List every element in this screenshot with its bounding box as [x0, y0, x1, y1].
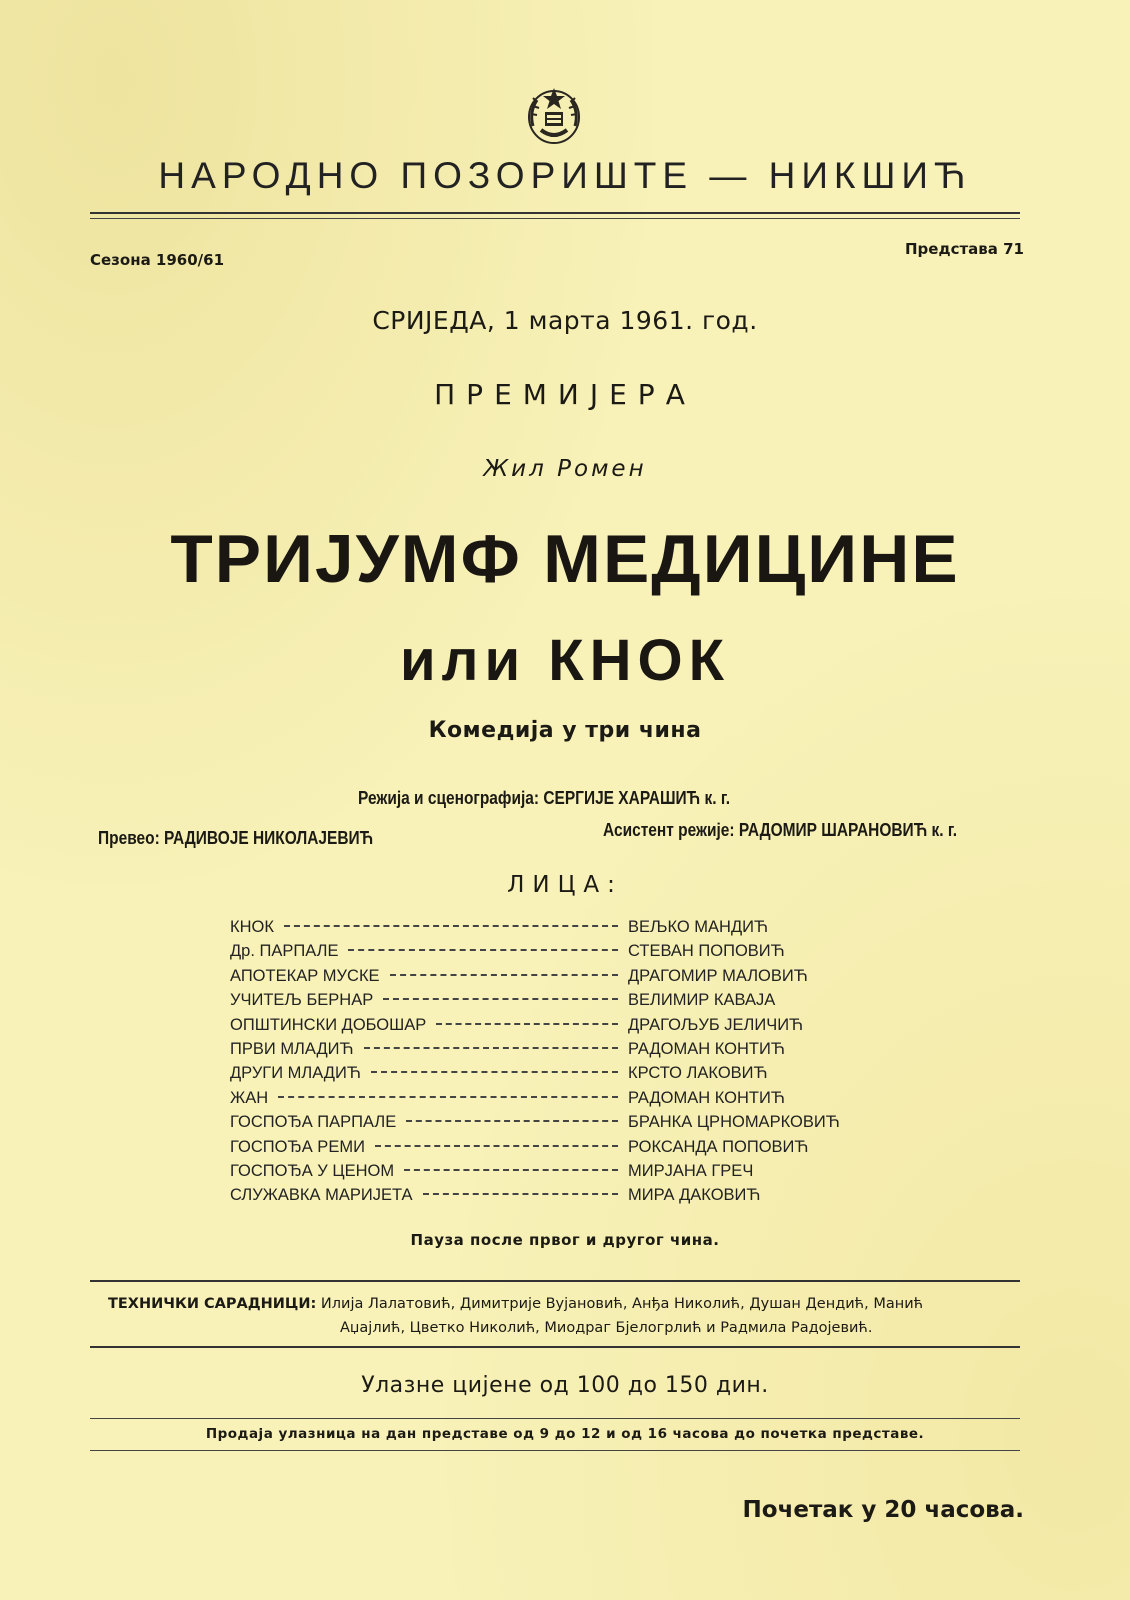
actor-name: БРАНКА ЦРНОМАРКОВИЋ [628, 1113, 840, 1132]
role-name: ГОСПОЂА РЕМИ [230, 1137, 365, 1156]
cast-list [230, 918, 890, 1211]
dash-leader [348, 949, 618, 951]
play-subtitle: или КНОК [399, 628, 731, 693]
dash-leader [383, 998, 618, 1000]
theatre-name: НАРОДНО ПОЗОРИШТЕ — НИКШИЋ [158, 155, 972, 196]
technical-staff-names-2: Аџајлић, Цветко Николић, Миодраг Бјелогрлић и Радмила Радојевић. [340, 1320, 873, 1336]
performance-date: СРИЈЕДА, 1 марта 1961. год. [372, 306, 758, 335]
technical-staff-names-1: Илија Лалатовић, Димитрије Вујановић, Анђа Николић, Душан Дендић, Манић [320, 1296, 924, 1312]
technical-staff [108, 1292, 1038, 1340]
performance-number: Представа 71 [905, 240, 1024, 258]
cast-row [230, 1186, 890, 1210]
ticket-sales-hours: Продаја улазница на дан представе од 9 до 12 и од 16 часова до почетка представе. [205, 1426, 925, 1442]
cast-row [230, 1064, 890, 1088]
header-divider-thin [90, 218, 1020, 219]
translator-credit: Превео: РАДИВОЈЕ НИКОЛАЈЕВИЋ [98, 828, 374, 848]
role-name: Др. ПАРПАЛЕ [230, 942, 339, 961]
cast-row [230, 1113, 890, 1137]
author-name: Жил Ромен [483, 456, 647, 482]
role-name: ГОСПОЂА У ЦЕНОМ [230, 1161, 395, 1180]
intermission-note: Пауза после првог и другог чина. [410, 1231, 720, 1249]
dash-leader [284, 925, 618, 927]
actor-name: СТЕВАН ПОПОВИЋ [628, 942, 785, 961]
role-name: ОПШТИНСКИ ДОБОШАР [230, 1015, 427, 1034]
actor-name: РАДОМАН КОНТИЋ [628, 1088, 785, 1107]
actor-name: РАДОМАН КОНТИЋ [628, 1039, 785, 1058]
cast-row [230, 967, 890, 991]
header-divider [90, 212, 1020, 214]
dash-leader [406, 1120, 618, 1122]
actor-name: РОКСАНДА ПОПОВИЋ [628, 1137, 809, 1156]
ticket-prices: Улазне цијене од 100 до 150 дин. [361, 1373, 769, 1398]
sales-divider-top [90, 1418, 1020, 1419]
actor-name: МИРЈАНА ГРЕЧ [628, 1161, 754, 1180]
actor-name: ДРАГОМИР МАЛОВИЋ [628, 966, 808, 985]
actor-name: КРСТО ЛАКОВИЋ [628, 1064, 768, 1083]
dash-leader [278, 1096, 618, 1098]
cast-row [230, 1162, 890, 1186]
cast-row [230, 918, 890, 942]
technical-staff-line1 [108, 1292, 1038, 1316]
season-label: Сезона 1960/61 [90, 251, 225, 269]
technical-staff-label: ТЕХНИЧКИ САРАДНИЦИ: [108, 1296, 317, 1312]
cast-row [230, 942, 890, 966]
dash-leader [364, 1047, 618, 1049]
cast-row [230, 1040, 890, 1064]
cast-row [230, 1089, 890, 1113]
assistant-director-credit: Асистент режије: РАДОМИР ШАРАНОВИЋ к. г. [603, 820, 958, 840]
dash-leader [375, 1145, 618, 1147]
direction-credit: Режија и сценографија: СЕРГИЈЕ ХАРАШИЋ к. г. [358, 788, 731, 808]
actor-name: ДРАГОЉУБ ЈЕЛИЧИЋ [628, 1015, 804, 1034]
tech-divider-bottom [90, 1346, 1020, 1348]
role-name: ЖАН [230, 1088, 269, 1107]
role-name: ПРВИ МЛАДИЋ [230, 1039, 354, 1058]
dash-leader [404, 1169, 618, 1171]
role-name: СЛУЖАВКА МАРИЈЕТА [230, 1186, 413, 1205]
role-name: АПОТЕКАР МУСКЕ [230, 966, 380, 985]
actor-name: ВЕЉКО МАНДИЋ [628, 918, 769, 936]
tech-divider-top [90, 1280, 1020, 1282]
sales-divider-bottom [90, 1450, 1020, 1451]
cast-row [230, 1138, 890, 1162]
start-time: Почетак у 20 часова. [742, 1497, 1024, 1523]
dash-leader [436, 1023, 618, 1025]
cast-row [230, 1016, 890, 1040]
role-name: УЧИТЕЉ БЕРНАР [230, 991, 374, 1010]
role-name: КНОК [230, 918, 274, 936]
dash-leader [390, 974, 618, 976]
cast-row [230, 991, 890, 1015]
actor-name: ВЕЛИМИР КАВАЈА [628, 991, 776, 1010]
state-emblem-icon [525, 84, 583, 146]
dash-leader [423, 1193, 618, 1195]
premiere-label: ПРЕМИЈЕРА [434, 378, 696, 411]
play-title: ТРИЈУМФ МЕДИЦИНЕ [170, 521, 960, 597]
actor-name: МИРА ДАКОВИЋ [628, 1186, 761, 1205]
role-name: ГОСПОЂА ПАРПАЛЕ [230, 1113, 397, 1132]
play-genre: Комедија у три чина [428, 718, 702, 743]
role-name: ДРУГИ МЛАДИЋ [230, 1064, 361, 1083]
cast-heading: ЛИЦА: [507, 872, 623, 898]
dash-leader [371, 1071, 618, 1073]
